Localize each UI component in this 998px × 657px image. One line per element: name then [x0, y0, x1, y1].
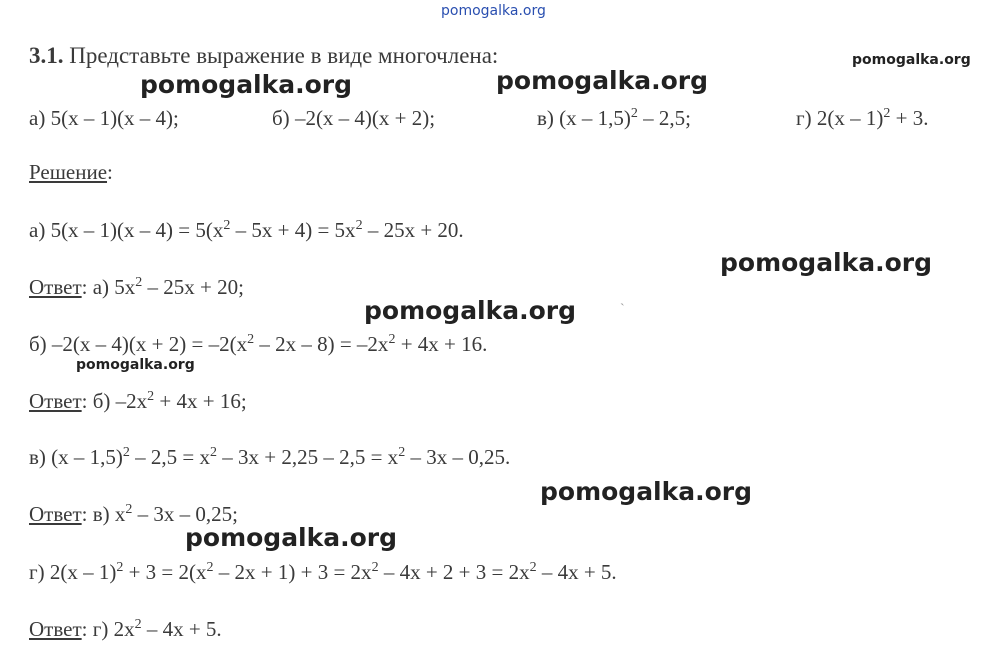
expr-part: + 4x + 16; — [154, 389, 247, 413]
item-expression-part: 2(x – 1) — [816, 106, 884, 130]
watermark-top: pomogalka.org — [441, 3, 546, 19]
task-item-a — [29, 106, 179, 130]
exponent: 2 — [223, 218, 231, 233]
solution-heading — [29, 160, 113, 184]
task-item-d — [796, 106, 928, 130]
expr-part: – 3x – 0,25; — [132, 502, 238, 526]
watermark-1: pomogalka.org — [140, 70, 353, 99]
item-expression: 5(x – 1)(x – 4); — [50, 106, 179, 130]
exponent: 2 — [116, 560, 124, 575]
answer-d — [29, 617, 222, 641]
item-expression-part: – 2,5; — [637, 106, 692, 130]
exponent: 2 — [529, 560, 537, 575]
answer-a — [29, 275, 244, 299]
answer-word: Ответ — [29, 389, 82, 413]
exponent: 2 — [630, 106, 638, 121]
expr-part: – 2,5 = x — [129, 445, 210, 469]
expr-part: : а) 5x — [81, 275, 136, 299]
expr-part: г) 2(x – 1) — [29, 560, 117, 584]
watermark-5: pomogalka.org — [76, 357, 195, 373]
heading-colon: : — [107, 160, 113, 184]
answer-word: Ответ — [29, 502, 82, 526]
exponent: 2 — [125, 502, 133, 517]
exponent: 2 — [147, 389, 155, 404]
expr-part: + 4x + 16. — [395, 332, 488, 356]
exponent: 2 — [388, 332, 396, 347]
watermark-header-right: pomogalka.org — [852, 52, 971, 68]
exponent: 2 — [206, 560, 214, 575]
item-expression-part: + 3. — [890, 106, 929, 130]
watermark-7: pomogalka.org — [185, 523, 398, 552]
exponent: 2 — [122, 445, 130, 460]
watermark-3: pomogalka.org — [720, 248, 933, 277]
expr-part: : в) x — [81, 502, 126, 526]
item-label: г) — [796, 106, 812, 130]
expr-part: – 4x + 5. — [141, 617, 222, 641]
expr-part: : б) –2x — [81, 389, 148, 413]
solution-heading-word: Решение — [29, 160, 108, 184]
task-item-b — [272, 106, 435, 130]
expr-part: – 4x + 5. — [536, 560, 617, 584]
exponent: 2 — [355, 218, 363, 233]
answer-word: Ответ — [29, 617, 82, 641]
item-label: а) — [29, 106, 46, 130]
expr-part: б) –2(x – 4)(x + 2) = –2(x — [29, 332, 248, 356]
exponent: 2 — [135, 275, 143, 290]
exponent: 2 — [883, 106, 891, 121]
solution-c — [29, 445, 510, 469]
watermark-4: pomogalka.org — [364, 296, 577, 325]
task-number: 3.1. — [29, 43, 64, 68]
watermark-6: pomogalka.org — [540, 477, 753, 506]
expr-part: : г) 2x — [81, 617, 135, 641]
expr-part: + 3 = 2(x — [123, 560, 207, 584]
watermark-2: pomogalka.org — [496, 66, 709, 95]
exponent: 2 — [134, 617, 142, 632]
solution-d — [29, 560, 617, 584]
answer-b — [29, 389, 247, 413]
item-expression-part: (x – 1,5) — [559, 106, 631, 130]
expr-part: – 5x + 4) = 5x — [230, 218, 356, 242]
exponent: 2 — [210, 445, 217, 460]
task-header — [29, 44, 498, 68]
solution-a — [29, 218, 464, 242]
expr-part: в) (x – 1,5) — [29, 445, 123, 469]
item-label: б) — [272, 106, 290, 130]
expr-part: а) 5(x – 1)(x – 4) = 5(x — [29, 218, 224, 242]
item-expression: –2(x – 4)(x + 2); — [294, 106, 436, 130]
expr-part: – 25x + 20. — [362, 218, 464, 242]
exponent: 2 — [398, 445, 406, 460]
expr-part: – 4x + 2 + 3 = 2x — [378, 560, 530, 584]
answer-word: Ответ — [29, 275, 82, 299]
expr-part: – 2x – 8) = –2x — [254, 332, 389, 356]
expr-part: – 25x + 20; — [142, 275, 244, 299]
scan-speck: ` — [620, 302, 625, 317]
exponent: 2 — [371, 560, 379, 575]
expr-part: – 3x + 2,25 – 2,5 = x — [217, 445, 399, 469]
expr-part: – 3x – 0,25. — [405, 445, 511, 469]
solution-b — [29, 332, 487, 356]
item-label: в) — [537, 106, 554, 130]
task-item-c — [537, 106, 691, 130]
exponent: 2 — [247, 332, 255, 347]
task-title: Представьте выражение в виде многочлена: — [69, 43, 499, 68]
expr-part: – 2x + 1) + 3 = 2x — [213, 560, 372, 584]
